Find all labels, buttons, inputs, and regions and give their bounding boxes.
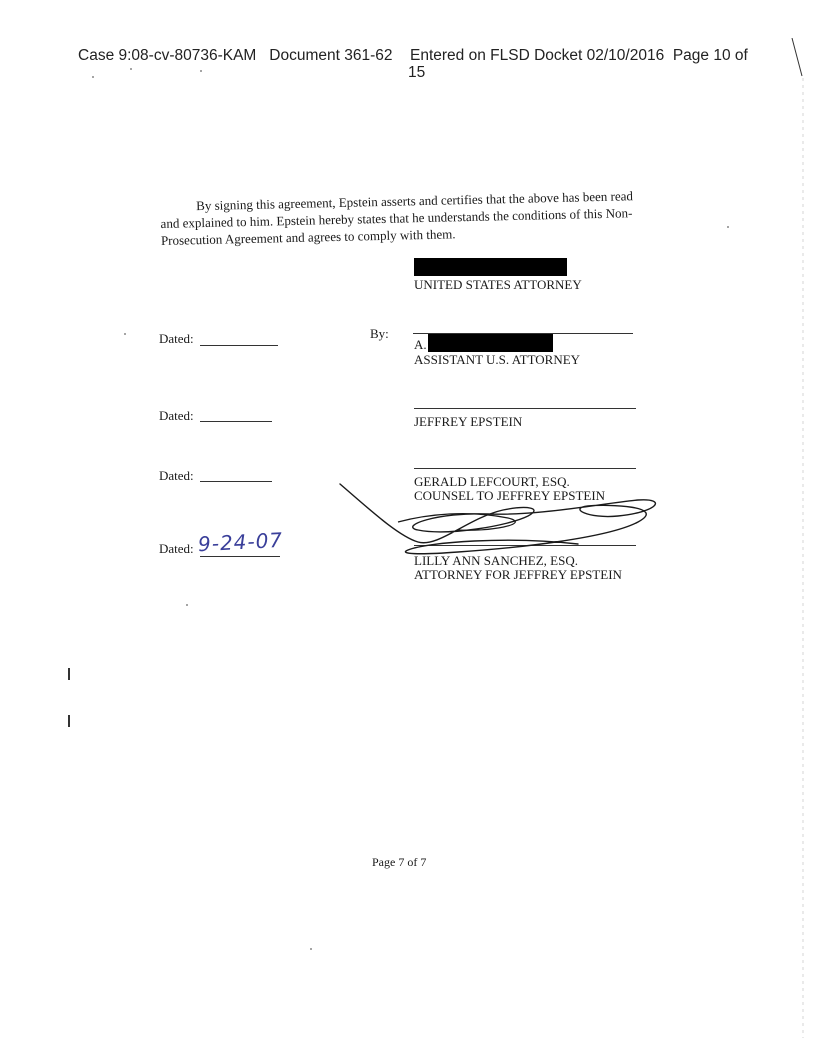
date-label-2: Dated: xyxy=(159,408,194,423)
by-label: By: xyxy=(370,326,389,341)
scan-edge-artifact xyxy=(790,38,814,1038)
scan-mark xyxy=(68,668,70,680)
lefcourt-role: COUNSEL TO JEFFREY EPSTEIN xyxy=(414,488,606,503)
scan-speck xyxy=(200,70,202,72)
lefcourt-signature-line xyxy=(414,468,636,469)
scan-speck xyxy=(727,226,729,228)
ausa-initial: A. xyxy=(414,337,427,352)
lefcourt-name: GERALD LEFCOURT, ESQ. xyxy=(414,474,570,489)
sanchez-role: ATTORNEY FOR JEFFREY EPSTEIN xyxy=(414,567,622,582)
epstein-signature-line xyxy=(414,408,636,409)
date-label-1: Dated: xyxy=(159,331,194,346)
date-line-2 xyxy=(200,421,272,422)
redacted-name-ausa xyxy=(428,334,553,352)
sanchez-name: LILLY ANN SANCHEZ, ESQ. xyxy=(414,553,578,568)
date-line-3 xyxy=(200,481,272,482)
scan-speck xyxy=(130,68,132,70)
scan-speck xyxy=(124,333,126,335)
certification-paragraph: By signing this agreement, Epstein asserts and certifies that the above has been read and explained to him. Epstein hereby states that he understands the conditions of this Non-Prosecution Agreement and agrees to comply with them. xyxy=(160,188,634,248)
us-attorney-title: UNITED STATES ATTORNEY xyxy=(414,277,582,292)
redacted-name-us-attorney xyxy=(414,258,567,276)
date-line-1 xyxy=(200,345,278,346)
scan-speck xyxy=(92,76,94,78)
date-line-4 xyxy=(200,556,280,557)
page-total: 15 xyxy=(408,64,426,81)
case-number: Case 9:08-cv-80736-KAM Document 361-62 xyxy=(78,47,393,64)
handwritten-signature xyxy=(338,478,678,568)
ausa-title: ASSISTANT U.S. ATTORNEY xyxy=(414,352,581,367)
docket-header xyxy=(78,47,758,81)
page-footer: Page 7 of 7 xyxy=(372,855,427,869)
handwritten-date: 9-24-07 xyxy=(197,527,284,557)
epstein-name: JEFFREY EPSTEIN xyxy=(414,414,523,429)
scan-speck xyxy=(186,604,188,606)
scan-speck xyxy=(310,948,312,950)
scan-mark xyxy=(68,715,70,727)
docket-entry: Entered on FLSD Docket 02/10/2016 Page 10 of xyxy=(410,47,748,64)
date-label-4: Dated: xyxy=(159,541,194,556)
date-label-3: Dated: xyxy=(159,468,194,483)
